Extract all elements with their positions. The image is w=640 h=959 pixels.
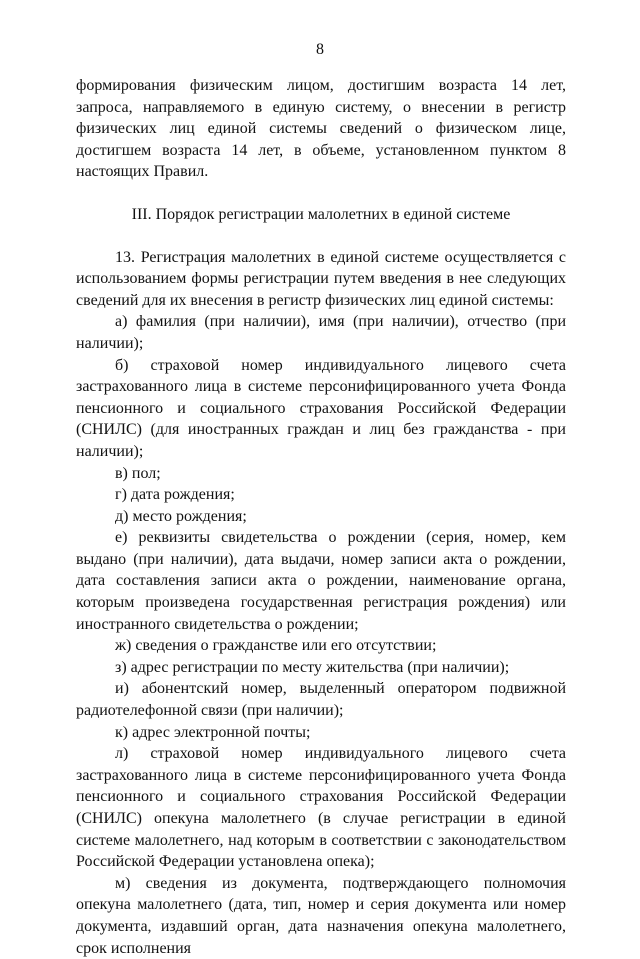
list-item-l: л) страховой номер индивидуального лицевого счета застрахованного лица в системе персонифицированного учета Фонда пенсионного и социального страхования Российской Федерации (СНИЛС) опекуна малолетнего (в случае регистрации в единой системе малолетнего, над которым в соответствии с законодательством Российской Федерации установлена опека); bbox=[76, 745, 566, 871]
list-item-z: з) адрес регистрации по месту жительства (при наличии); bbox=[115, 658, 510, 676]
page-number: 8 bbox=[316, 41, 324, 58]
list-item-g: г) дата рождения; bbox=[115, 486, 235, 504]
intro-paragraph: формирования физическим лицом, достигшим возраста 14 лет, запроса, направляемого в единую систему, о внесении в регистр физических лиц единой системы сведений о физическом лице, достигшем возраста 14 лет, в объеме, установленном пунктом 8 настоящих Правил. bbox=[76, 77, 566, 181]
clause-13: 13. Регистрация малолетних в единой системе осуществляется с использованием формы регистрации путем введения в нее следующих сведений для их внесения в регистр физических лиц единой системы: bbox=[76, 248, 566, 309]
list-item-m: м) сведения из документа, подтверждающего полномочия опекуна малолетнего (дата, тип, номер и серия документа или номер документа, издавший орган, дата назначения опекуна малолетнего, срок исполнения bbox=[76, 874, 566, 957]
list-item-a: а) фамилия (при наличии), имя (при наличии), отчество (при наличии); bbox=[76, 313, 566, 352]
list-item-e: е) реквизиты свидетельства о рождении (серия, номер, кем выдано (при наличии), дата выдачи, номер записи акта о рождении, дата составления записи акта о рождении, наименование органа, которым произведена государственная регистрация рождения) или иностранного свидетельства о рождении; bbox=[76, 529, 566, 633]
section-title: III. Порядок регистрации малолетних в единой системе bbox=[131, 205, 511, 223]
list-item-b: б) страховой номер индивидуального лицевого счета застрахованного лица в системе персонифицированного учета Фонда пенсионного и социального страхования Российской Федерации (СНИЛС) (для иностранных граждан и лиц без гражданства - при наличии); bbox=[76, 356, 566, 460]
list-item-v: в) пол; bbox=[115, 464, 161, 482]
list-item-i: и) абонентский номер, выделенный оператором подвижной радиотелефонной связи (при наличии); bbox=[76, 680, 566, 720]
list-item-k: к) адрес электронной почты; bbox=[115, 723, 311, 741]
document-body bbox=[76, 75, 566, 959]
list-item-zh: ж) сведения о гражданстве или его отсутствии; bbox=[115, 637, 437, 655]
list-item-d: д) место рождения; bbox=[115, 507, 247, 525]
